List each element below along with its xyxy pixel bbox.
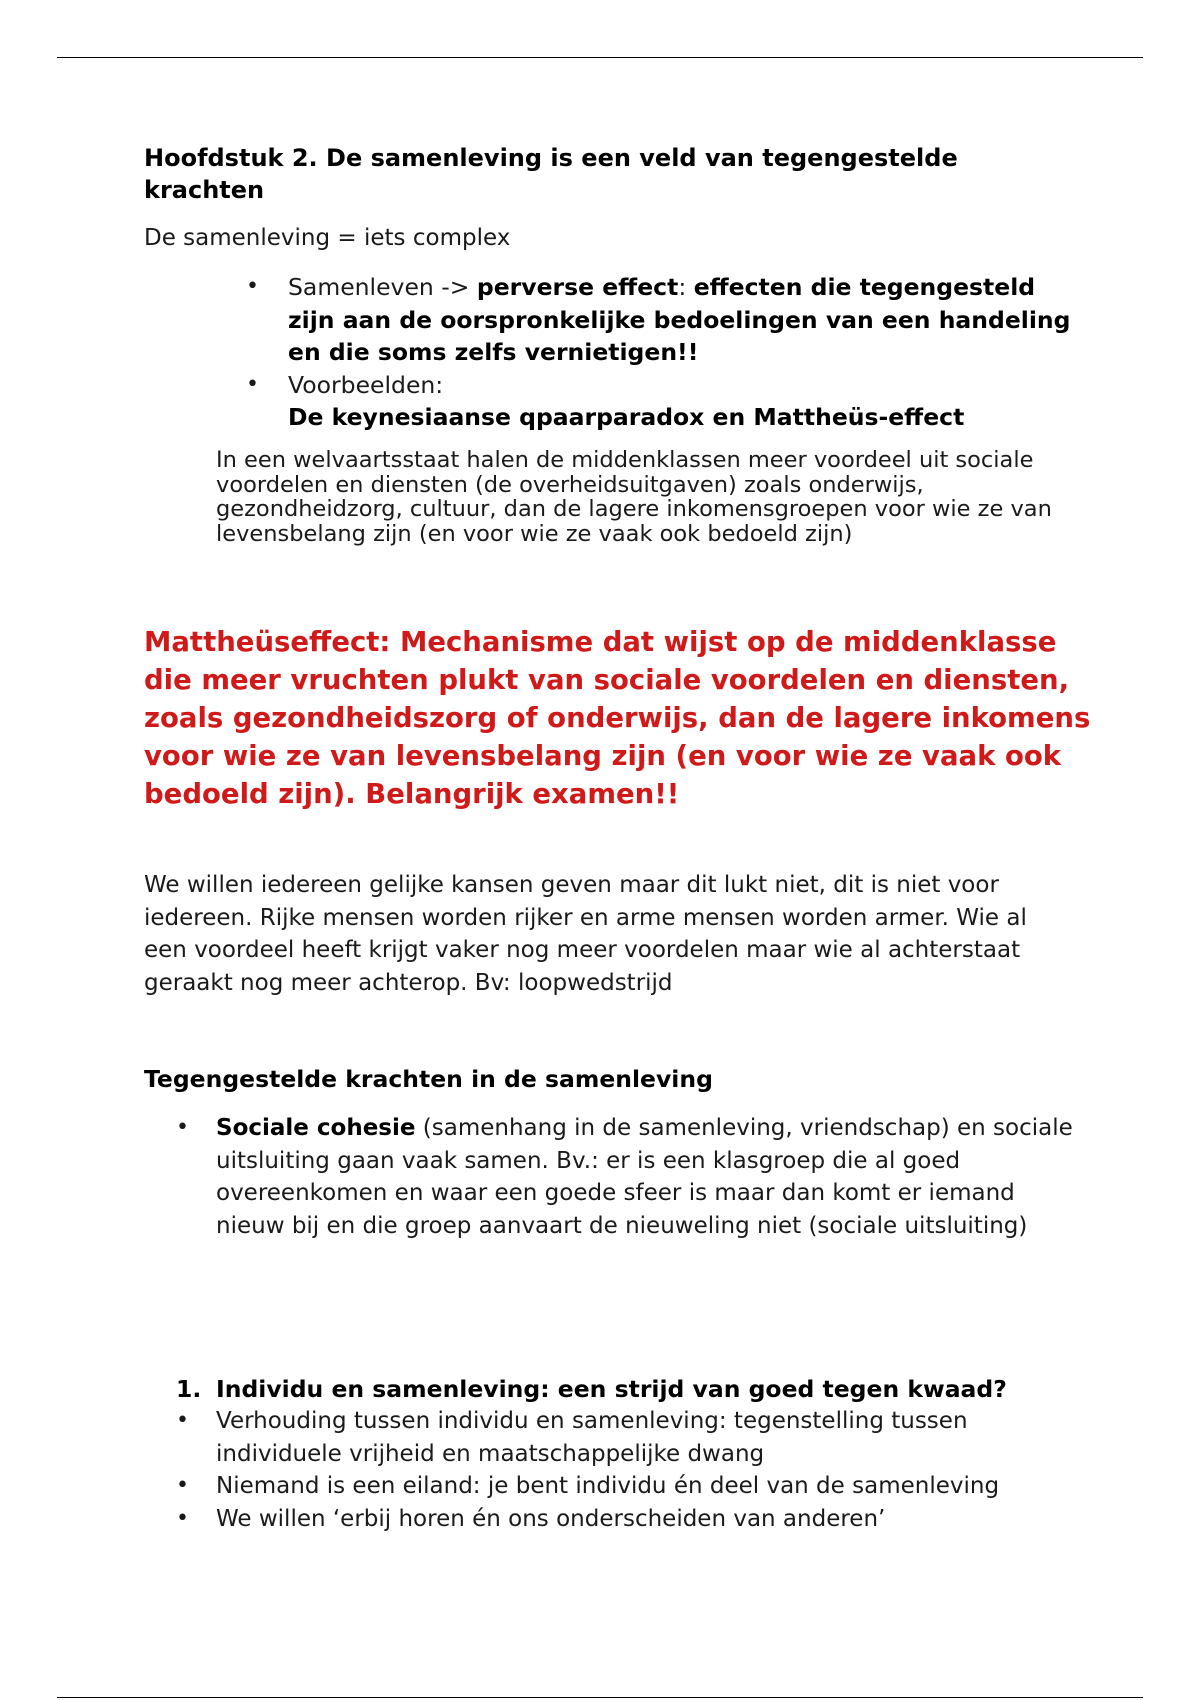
bullet-icon: • bbox=[246, 274, 259, 299]
list-item-perverse-effect bbox=[246, 271, 1076, 369]
item-prefix: Samenleven -> bbox=[288, 273, 477, 301]
list-item-text: We willen ‘erbij horen én ons onderscheiden van anderen’ bbox=[216, 1505, 886, 1532]
heading-number: 1. bbox=[176, 1375, 202, 1403]
bullet-icon: • bbox=[176, 1473, 189, 1498]
section-title: Tegengestelde krachten in de samenleving bbox=[144, 1065, 713, 1093]
term-social-cohesion: Sociale cohesie bbox=[216, 1115, 416, 1141]
equal-chances-paragraph: We willen iedereen gelijke kansen geven maar dit lukt niet, dit is niet voor iedereen. Rijke mensen worden rijker en arme mensen worden armer. Wie al een voordeel heeft krijgt vaker nog meer voordelen maar wie al achterstaat geraakt nog meer achterop. Bv: loopwedstrijd bbox=[144, 872, 1027, 996]
social-cohesion-text: (samenhang in de samenleving, vriendschap) en sociale uitsluiting gaan vaak samen. Bv.: er is een klasgroep die al goed overeenkomen en waar een goede sfeer is maar dan komt er iemand nieuw bij en die groep aanvaart de nieuweling niet (sociale uitsluiting) bbox=[216, 1115, 1073, 1239]
list-item bbox=[176, 1470, 1096, 1503]
list-item bbox=[176, 1503, 1096, 1536]
chapter-title: Hoofdstuk 2. De samenleving is een veld van tegengestelde krachten bbox=[144, 144, 958, 204]
numbered-heading bbox=[176, 1373, 1096, 1405]
matthew-effect-definition: Mattheüseffect: Mechanisme dat wijst op de middenklasse die meer vruchten plukt van sociale voordelen en diensten, zoals gezondheidszorg of onderwijs, dan de lagere inkomens voor wie ze van levensbelang zijn (en voor wie ze vaak ook bedoeld zijn). Belangrijk examen!! bbox=[144, 626, 1091, 810]
definition-perverse-effect: effecten die tegengesteld zijn aan de oorspronkelijke bedoelingen van een handeling en die soms zelfs vernietigen!! bbox=[288, 273, 1071, 366]
individual-society-list bbox=[176, 1405, 1096, 1535]
list-item-text: Niemand is een eiland: je bent individu én deel van de samenleving bbox=[216, 1473, 1000, 1499]
bullet-icon: • bbox=[176, 1505, 189, 1531]
examples-value: De keynesiaanse qpaarparadox en Mattheüs-effect bbox=[288, 403, 965, 431]
item-colon: : bbox=[678, 273, 694, 301]
bullet-icon: • bbox=[176, 1115, 189, 1140]
heading-text: Individu en samenleving: een strijd van goed tegen kwaad? bbox=[216, 1375, 1007, 1403]
cohesion-list bbox=[176, 1112, 1076, 1242]
welvaart-paragraph: In een welvaartsstaat halen de middenklassen meer voordeel uit sociale voordelen en diensten (de overheidsuitgaven) zoals onderwijs, gezondheidzorg, cultuur, dan de lagere inkomensgroepen voor wie ze van levensbelang zijn (en voor wie ze vaak ook bedoeld zijn) bbox=[216, 447, 1052, 547]
perverse-effect-list bbox=[246, 271, 1076, 434]
bullet-icon: • bbox=[176, 1408, 189, 1433]
top-rule bbox=[57, 57, 1143, 58]
bottom-rule bbox=[57, 1697, 1143, 1698]
term-perverse-effect: perverse effect bbox=[476, 273, 679, 301]
examples-label: Voorbeelden: bbox=[288, 370, 444, 399]
list-item-social-cohesion bbox=[176, 1112, 1076, 1242]
list-item-text: Verhouding tussen individu en samenleving: tegenstelling tussen individuele vrijheid en maatschappelijke dwang bbox=[216, 1408, 968, 1467]
list-item-examples bbox=[246, 369, 1076, 434]
intro-line: De samenleving = iets complex bbox=[144, 225, 511, 251]
list-item bbox=[176, 1405, 1096, 1470]
bullet-icon: • bbox=[246, 371, 259, 397]
